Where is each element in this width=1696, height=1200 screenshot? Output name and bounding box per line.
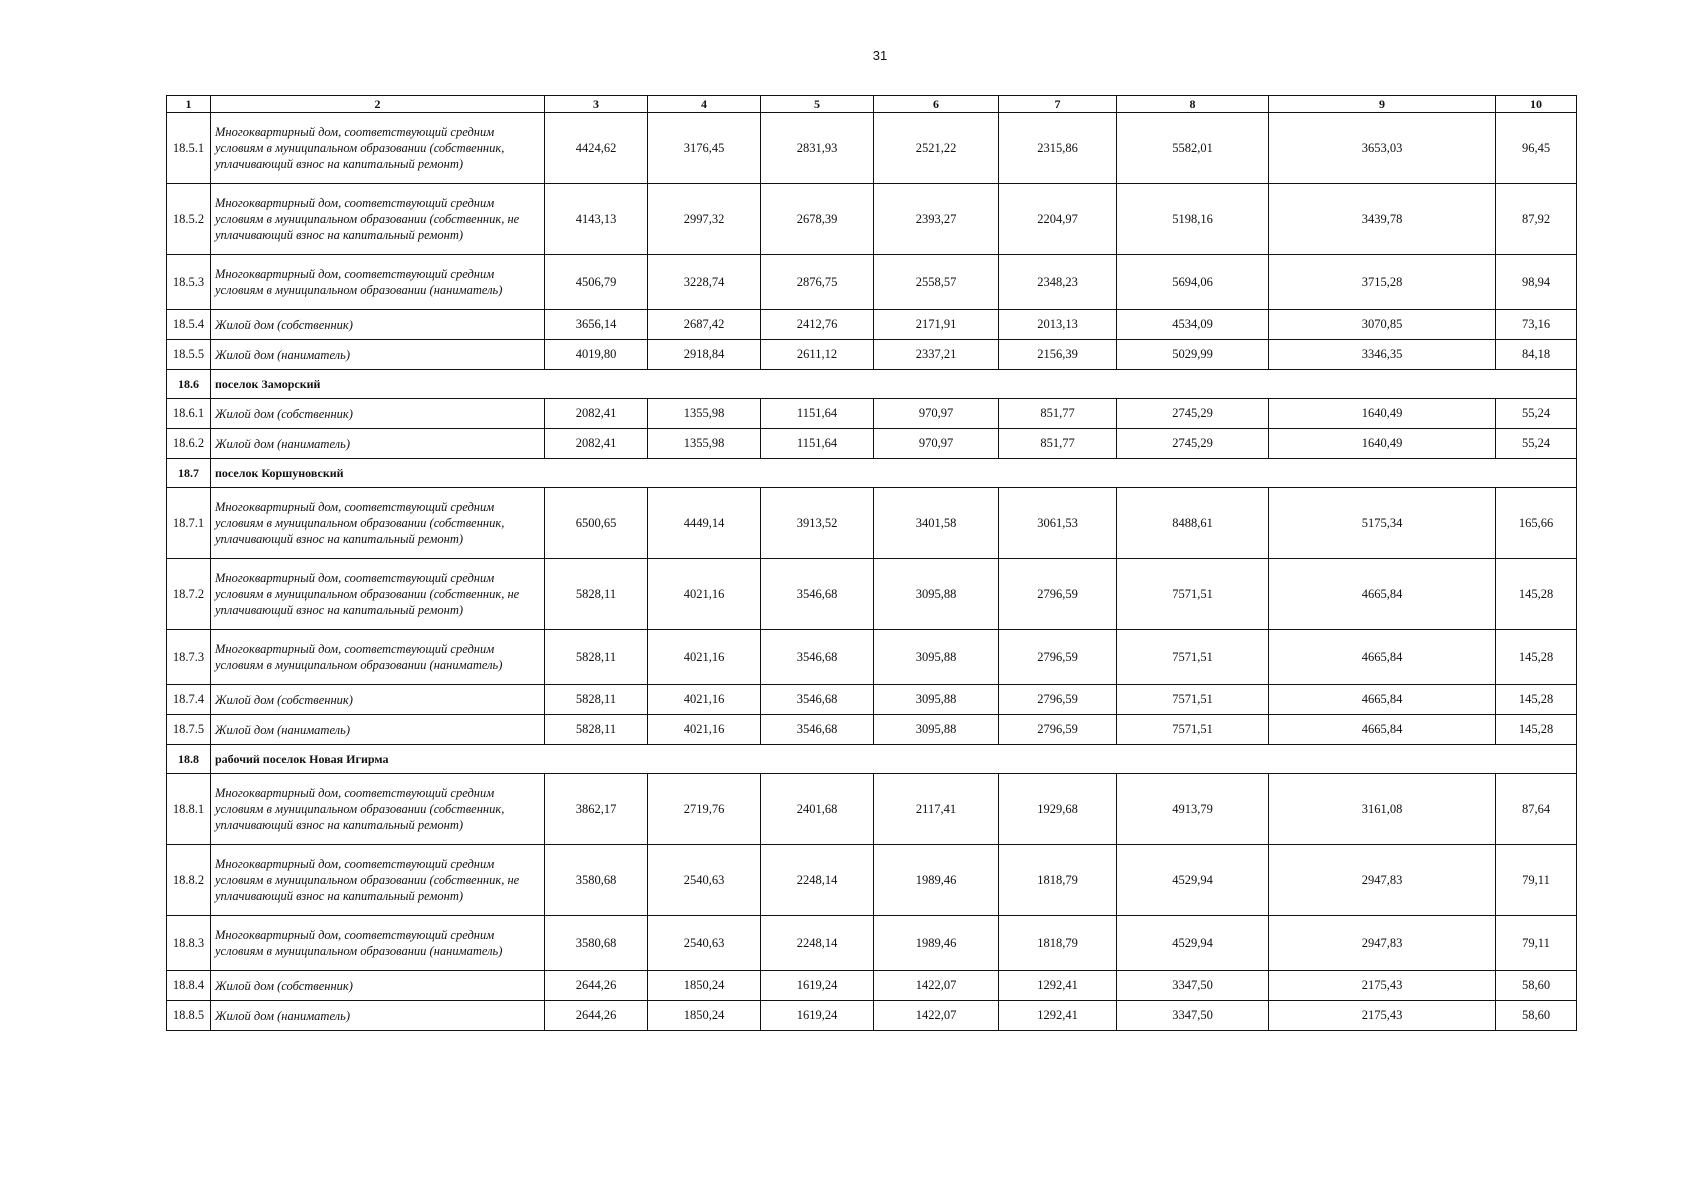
table-row <box>167 685 1577 715</box>
column-header: 8 <box>1117 96 1269 113</box>
column-header: 9 <box>1269 96 1496 113</box>
value-cell: 5694,06 <box>1117 255 1269 310</box>
value-cell: 3095,88 <box>874 559 999 630</box>
value-cell: 1850,24 <box>648 971 761 1001</box>
value-cell: 6500,65 <box>545 488 648 559</box>
row-description: Многоквартирный дом, соответствующий средним условиям в муниципальном образовании (собственник, не уплачивающий взнос на капитальный ремонт) <box>211 184 545 255</box>
value-cell: 5582,01 <box>1117 113 1269 184</box>
value-cell: 3715,28 <box>1269 255 1496 310</box>
value-cell: 2796,59 <box>999 685 1117 715</box>
table-row <box>167 971 1577 1001</box>
value-cell: 2947,83 <box>1269 845 1496 916</box>
table-row <box>167 845 1577 916</box>
value-cell: 3546,68 <box>761 630 874 685</box>
value-cell: 84,18 <box>1496 340 1577 370</box>
table-row <box>167 184 1577 255</box>
table-row <box>167 916 1577 971</box>
column-header: 3 <box>545 96 648 113</box>
value-cell: 165,66 <box>1496 488 1577 559</box>
value-cell: 2687,42 <box>648 310 761 340</box>
value-cell: 145,28 <box>1496 630 1577 685</box>
table-row <box>167 340 1577 370</box>
value-cell: 55,24 <box>1496 429 1577 459</box>
value-cell: 1292,41 <box>999 971 1117 1001</box>
table-body <box>167 113 1577 1031</box>
value-cell: 2082,41 <box>545 429 648 459</box>
section-code: 18.8 <box>167 745 211 774</box>
table-row <box>167 113 1577 184</box>
table-row <box>167 429 1577 459</box>
column-header: 2 <box>211 96 545 113</box>
row-code: 18.7.4 <box>167 685 211 715</box>
value-cell: 2204,97 <box>999 184 1117 255</box>
value-cell: 5198,16 <box>1117 184 1269 255</box>
value-cell: 2876,75 <box>761 255 874 310</box>
row-code: 18.8.5 <box>167 1001 211 1031</box>
value-cell: 2611,12 <box>761 340 874 370</box>
column-header: 1 <box>167 96 211 113</box>
row-description: Многоквартирный дом, соответствующий средним условиям в муниципальном образовании (наниматель) <box>211 916 545 971</box>
row-code: 18.8.2 <box>167 845 211 916</box>
value-cell: 2745,29 <box>1117 399 1269 429</box>
row-code: 18.7.3 <box>167 630 211 685</box>
value-cell: 2796,59 <box>999 715 1117 745</box>
value-cell: 2013,13 <box>999 310 1117 340</box>
value-cell: 2540,63 <box>648 916 761 971</box>
table-row <box>167 399 1577 429</box>
value-cell: 87,92 <box>1496 184 1577 255</box>
value-cell: 851,77 <box>999 399 1117 429</box>
value-cell: 1989,46 <box>874 916 999 971</box>
value-cell: 2997,32 <box>648 184 761 255</box>
row-code: 18.5.1 <box>167 113 211 184</box>
value-cell: 7571,51 <box>1117 685 1269 715</box>
tariff-table <box>166 95 1577 1031</box>
row-description: Жилой дом (наниматель) <box>211 715 545 745</box>
row-code: 18.6.1 <box>167 399 211 429</box>
table-row <box>167 559 1577 630</box>
row-code: 18.5.5 <box>167 340 211 370</box>
value-cell: 2947,83 <box>1269 916 1496 971</box>
value-cell: 1818,79 <box>999 916 1117 971</box>
value-cell: 4665,84 <box>1269 630 1496 685</box>
value-cell: 3061,53 <box>999 488 1117 559</box>
value-cell: 3401,58 <box>874 488 999 559</box>
value-cell: 2644,26 <box>545 1001 648 1031</box>
section-row <box>167 745 1577 774</box>
value-cell: 2831,93 <box>761 113 874 184</box>
row-description: Многоквартирный дом, соответствующий средним условиям в муниципальном образовании (собственник, не уплачивающий взнос на капитальный ремонт) <box>211 845 545 916</box>
row-description: Жилой дом (собственник) <box>211 399 545 429</box>
value-cell: 1422,07 <box>874 1001 999 1031</box>
value-cell: 79,11 <box>1496 916 1577 971</box>
row-code: 18.7.1 <box>167 488 211 559</box>
value-cell: 2082,41 <box>545 399 648 429</box>
value-cell: 96,45 <box>1496 113 1577 184</box>
value-cell: 2719,76 <box>648 774 761 845</box>
section-title: поселок Коршуновский <box>211 459 1577 488</box>
value-cell: 3347,50 <box>1117 971 1269 1001</box>
value-cell: 3862,17 <box>545 774 648 845</box>
value-cell: 1292,41 <box>999 1001 1117 1031</box>
value-cell: 2540,63 <box>648 845 761 916</box>
value-cell: 1850,24 <box>648 1001 761 1031</box>
value-cell: 2117,41 <box>874 774 999 845</box>
value-cell: 4529,94 <box>1117 916 1269 971</box>
value-cell: 2248,14 <box>761 916 874 971</box>
value-cell: 2644,26 <box>545 971 648 1001</box>
value-cell: 2401,68 <box>761 774 874 845</box>
header-row <box>167 96 1577 113</box>
value-cell: 1929,68 <box>999 774 1117 845</box>
row-description: Жилой дом (наниматель) <box>211 1001 545 1031</box>
value-cell: 1989,46 <box>874 845 999 916</box>
row-code: 18.6.2 <box>167 429 211 459</box>
table-row <box>167 630 1577 685</box>
value-cell: 1640,49 <box>1269 399 1496 429</box>
value-cell: 4021,16 <box>648 559 761 630</box>
value-cell: 5828,11 <box>545 630 648 685</box>
value-cell: 2745,29 <box>1117 429 1269 459</box>
value-cell: 4449,14 <box>648 488 761 559</box>
value-cell: 2796,59 <box>999 630 1117 685</box>
value-cell: 55,24 <box>1496 399 1577 429</box>
value-cell: 2175,43 <box>1269 971 1496 1001</box>
value-cell: 3161,08 <box>1269 774 1496 845</box>
value-cell: 2678,39 <box>761 184 874 255</box>
section-row <box>167 370 1577 399</box>
section-code: 18.7 <box>167 459 211 488</box>
column-header: 6 <box>874 96 999 113</box>
table-row <box>167 255 1577 310</box>
value-cell: 2156,39 <box>999 340 1117 370</box>
value-cell: 58,60 <box>1496 971 1577 1001</box>
row-description: Жилой дом (наниматель) <box>211 429 545 459</box>
value-cell: 1355,98 <box>648 429 761 459</box>
value-cell: 3580,68 <box>545 845 648 916</box>
value-cell: 2171,91 <box>874 310 999 340</box>
value-cell: 4021,16 <box>648 630 761 685</box>
value-cell: 4665,84 <box>1269 715 1496 745</box>
section-title: рабочий поселок Новая Игирма <box>211 745 1577 774</box>
value-cell: 4021,16 <box>648 715 761 745</box>
value-cell: 1818,79 <box>999 845 1117 916</box>
value-cell: 3095,88 <box>874 685 999 715</box>
value-cell: 2175,43 <box>1269 1001 1496 1031</box>
value-cell: 145,28 <box>1496 685 1577 715</box>
value-cell: 2393,27 <box>874 184 999 255</box>
column-header: 10 <box>1496 96 1577 113</box>
value-cell: 1151,64 <box>761 399 874 429</box>
table-row <box>167 310 1577 340</box>
value-cell: 3095,88 <box>874 715 999 745</box>
value-cell: 5175,34 <box>1269 488 1496 559</box>
value-cell: 7571,51 <box>1117 715 1269 745</box>
section-title: поселок Заморский <box>211 370 1577 399</box>
value-cell: 87,64 <box>1496 774 1577 845</box>
value-cell: 4021,16 <box>648 685 761 715</box>
value-cell: 970,97 <box>874 429 999 459</box>
value-cell: 4424,62 <box>545 113 648 184</box>
table-row <box>167 774 1577 845</box>
row-code: 18.7.5 <box>167 715 211 745</box>
value-cell: 3546,68 <box>761 559 874 630</box>
row-description: Многоквартирный дом, соответствующий средним условиям в муниципальном образовании (собственник, уплачивающий взнос на капитальный ремонт) <box>211 488 545 559</box>
value-cell: 3653,03 <box>1269 113 1496 184</box>
table-row <box>167 715 1577 745</box>
value-cell: 5828,11 <box>545 559 648 630</box>
table-row <box>167 488 1577 559</box>
column-header: 7 <box>999 96 1117 113</box>
value-cell: 4019,80 <box>545 340 648 370</box>
value-cell: 5828,11 <box>545 685 648 715</box>
row-code: 18.7.2 <box>167 559 211 630</box>
value-cell: 79,11 <box>1496 845 1577 916</box>
row-description: Жилой дом (собственник) <box>211 685 545 715</box>
value-cell: 4913,79 <box>1117 774 1269 845</box>
row-description: Жилой дом (наниматель) <box>211 340 545 370</box>
row-description: Жилой дом (собственник) <box>211 310 545 340</box>
value-cell: 2348,23 <box>999 255 1117 310</box>
value-cell: 3347,50 <box>1117 1001 1269 1031</box>
value-cell: 4529,94 <box>1117 845 1269 916</box>
row-code: 18.8.4 <box>167 971 211 1001</box>
value-cell: 1355,98 <box>648 399 761 429</box>
value-cell: 2337,21 <box>874 340 999 370</box>
value-cell: 145,28 <box>1496 559 1577 630</box>
section-row <box>167 459 1577 488</box>
row-code: 18.8.1 <box>167 774 211 845</box>
value-cell: 5828,11 <box>545 715 648 745</box>
value-cell: 4143,13 <box>545 184 648 255</box>
value-cell: 4665,84 <box>1269 559 1496 630</box>
value-cell: 3228,74 <box>648 255 761 310</box>
row-code: 18.5.2 <box>167 184 211 255</box>
value-cell: 1422,07 <box>874 971 999 1001</box>
value-cell: 5029,99 <box>1117 340 1269 370</box>
value-cell: 58,60 <box>1496 1001 1577 1031</box>
value-cell: 2558,57 <box>874 255 999 310</box>
value-cell: 1151,64 <box>761 429 874 459</box>
value-cell: 4665,84 <box>1269 685 1496 715</box>
value-cell: 2248,14 <box>761 845 874 916</box>
value-cell: 145,28 <box>1496 715 1577 745</box>
value-cell: 970,97 <box>874 399 999 429</box>
value-cell: 3580,68 <box>545 916 648 971</box>
value-cell: 3656,14 <box>545 310 648 340</box>
value-cell: 1640,49 <box>1269 429 1496 459</box>
row-description: Многоквартирный дом, соответствующий средним условиям в муниципальном образовании (собственник, уплачивающий взнос на капитальный ремонт) <box>211 774 545 845</box>
value-cell: 4534,09 <box>1117 310 1269 340</box>
value-cell: 7571,51 <box>1117 559 1269 630</box>
value-cell: 2315,86 <box>999 113 1117 184</box>
value-cell: 3346,35 <box>1269 340 1496 370</box>
value-cell: 2412,76 <box>761 310 874 340</box>
value-cell: 2521,22 <box>874 113 999 184</box>
row-description: Многоквартирный дом, соответствующий средним условиям в муниципальном образовании (наниматель) <box>211 255 545 310</box>
value-cell: 3176,45 <box>648 113 761 184</box>
value-cell: 851,77 <box>999 429 1117 459</box>
column-header: 4 <box>648 96 761 113</box>
value-cell: 7571,51 <box>1117 630 1269 685</box>
row-code: 18.8.3 <box>167 916 211 971</box>
value-cell: 4506,79 <box>545 255 648 310</box>
value-cell: 73,16 <box>1496 310 1577 340</box>
value-cell: 98,94 <box>1496 255 1577 310</box>
value-cell: 1619,24 <box>761 1001 874 1031</box>
column-header: 5 <box>761 96 874 113</box>
row-code: 18.5.4 <box>167 310 211 340</box>
row-description: Многоквартирный дом, соответствующий средним условиям в муниципальном образовании (собственник, уплачивающий взнос на капитальный ремонт) <box>211 113 545 184</box>
table-row <box>167 1001 1577 1031</box>
row-description: Многоквартирный дом, соответствующий средним условиям в муниципальном образовании (наниматель) <box>211 630 545 685</box>
value-cell: 1619,24 <box>761 971 874 1001</box>
row-code: 18.5.3 <box>167 255 211 310</box>
value-cell: 2796,59 <box>999 559 1117 630</box>
value-cell: 2918,84 <box>648 340 761 370</box>
value-cell: 8488,61 <box>1117 488 1269 559</box>
page-number: 31 <box>872 48 888 63</box>
section-code: 18.6 <box>167 370 211 399</box>
value-cell: 3546,68 <box>761 685 874 715</box>
row-description: Многоквартирный дом, соответствующий средним условиям в муниципальном образовании (собственник, не уплачивающий взнос на капитальный ремонт) <box>211 559 545 630</box>
row-description: Жилой дом (собственник) <box>211 971 545 1001</box>
value-cell: 3439,78 <box>1269 184 1496 255</box>
value-cell: 3070,85 <box>1269 310 1496 340</box>
value-cell: 3546,68 <box>761 715 874 745</box>
value-cell: 3913,52 <box>761 488 874 559</box>
value-cell: 3095,88 <box>874 630 999 685</box>
